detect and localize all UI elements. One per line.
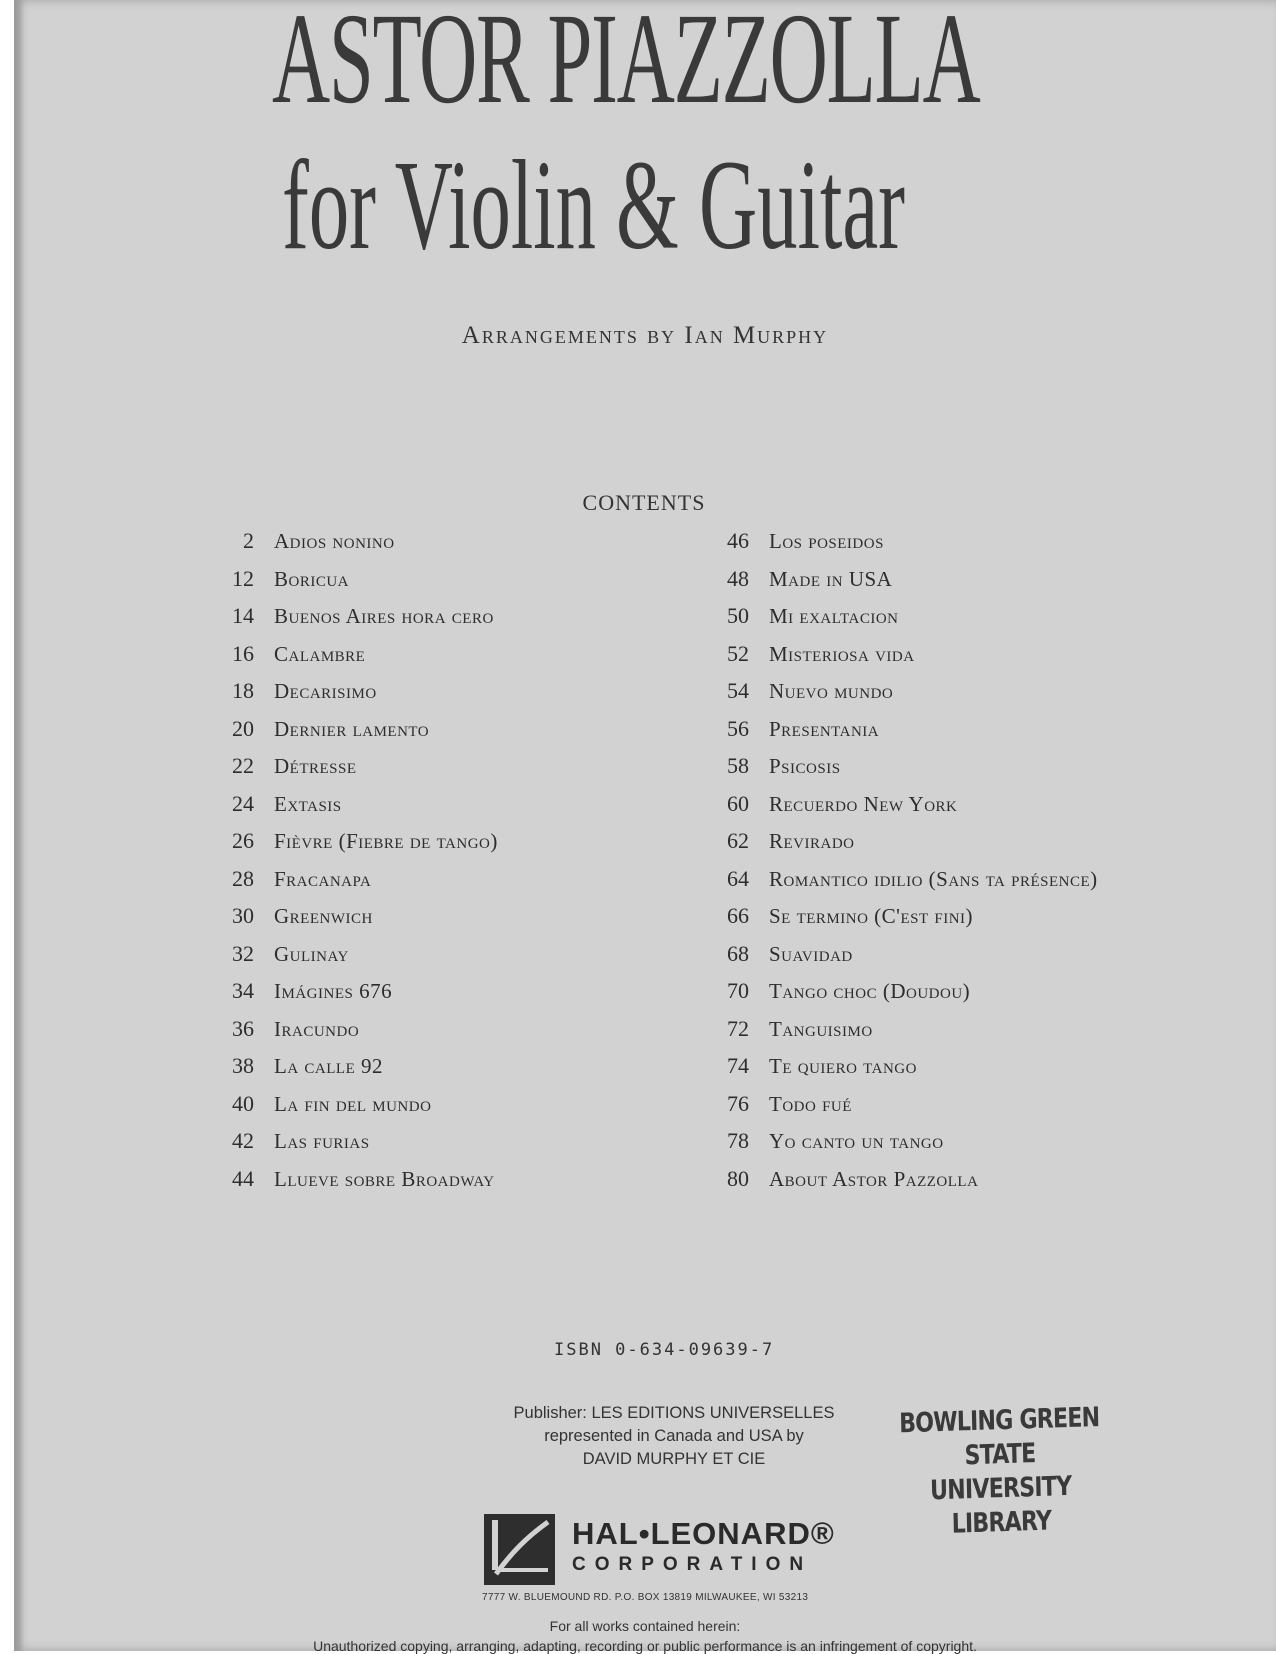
toc-title: Recuerdo New York xyxy=(769,791,958,816)
toc-entry xyxy=(204,941,498,979)
publisher-line: DAVID MURPHY ET CIE xyxy=(582,1450,766,1468)
toc-page-number: 70 xyxy=(727,978,749,1003)
toc-page-number: 50 xyxy=(727,603,749,628)
stamp-line: UNIVERSITY LIBRARY xyxy=(929,1470,1072,1540)
toc-page-number: 64 xyxy=(727,865,749,891)
toc-entry xyxy=(689,1091,1098,1129)
toc-page-number: 12 xyxy=(232,565,254,591)
toc-page-number: 16 xyxy=(232,640,254,666)
toc-entry xyxy=(689,566,1098,604)
toc-entry xyxy=(204,641,498,679)
toc-entry xyxy=(689,528,1098,566)
hal-leonard-mark-icon xyxy=(482,1512,557,1587)
toc-entry xyxy=(689,1166,1098,1204)
logo-address: 7777 W. BLUEMOUND RD. P.O. BOX 13819 MILWAUKEE, WI 53213 xyxy=(482,1592,809,1603)
toc-entry xyxy=(204,1166,498,1204)
toc-title: Détresse xyxy=(274,754,357,778)
toc-page-number: 44 xyxy=(232,1165,254,1191)
toc-title: Fièvre (Fiebre de tango) xyxy=(274,829,498,853)
toc-page-number: 20 xyxy=(232,715,254,741)
toc-entry xyxy=(204,866,498,904)
toc-title: Tango choc (Doudou) xyxy=(769,979,971,1003)
toc-title: Boricua xyxy=(274,566,350,591)
toc-page-number: 80 xyxy=(727,1165,749,1191)
toc-entry xyxy=(204,603,498,641)
toc-entry xyxy=(204,1016,498,1054)
toc-entry xyxy=(204,753,498,791)
toc-entry xyxy=(689,791,1098,829)
toc-page-number: 42 xyxy=(232,1128,254,1153)
toc-entry xyxy=(204,791,498,829)
toc-entry xyxy=(689,753,1098,791)
toc-page-number: 36 xyxy=(232,1015,254,1041)
toc-entry xyxy=(204,678,498,716)
stamp-line: BOWLING GREEN STATE xyxy=(898,1402,1100,1472)
toc-page-number: 60 xyxy=(727,790,749,816)
toc-title: Llueve sobre Broadway xyxy=(274,1166,495,1191)
toc-title: Mi exaltacion xyxy=(769,604,899,628)
toc-title: La calle 92 xyxy=(274,1054,383,1078)
title-instruments: for Violin & Guitar xyxy=(282,134,906,276)
toc-entry xyxy=(204,1128,498,1166)
logo-corporation: CORPORATION xyxy=(572,1554,813,1575)
contents-heading: CONTENTS xyxy=(582,490,706,515)
toc-title: Psicosis xyxy=(769,754,841,778)
hal-leonard-logo xyxy=(482,1512,882,1602)
toc-page-number: 38 xyxy=(232,1053,254,1078)
toc-title: Revirado xyxy=(769,829,855,853)
toc-entry xyxy=(204,716,498,754)
toc-page-number: 30 xyxy=(232,903,254,928)
toc-page-number: 32 xyxy=(232,940,254,966)
toc-page-number: 52 xyxy=(727,640,749,666)
toc-page-number: 68 xyxy=(727,940,749,966)
toc-page-number: 14 xyxy=(232,603,254,628)
toc-title: About Astor Pazzolla xyxy=(769,1166,979,1191)
toc-title: Calambre xyxy=(274,641,366,666)
toc-title: Todo fué xyxy=(769,1091,852,1116)
toc-title: Decarisimo xyxy=(274,679,377,703)
publisher-line: Publisher: LES EDITIONS UNIVERSELLES xyxy=(513,1404,835,1422)
toc-page-number: 28 xyxy=(232,865,254,891)
toc-page-number: 40 xyxy=(232,1090,254,1116)
isbn: ISBN 0-634-09639-7 xyxy=(554,1340,775,1360)
footer-copyright: Unauthorized copying, arranging, adapting, recording or public performance is an infringement of copyright. xyxy=(313,1638,977,1654)
toc-entry xyxy=(689,866,1098,904)
toc-entry xyxy=(204,566,498,604)
toc-entry xyxy=(689,1128,1098,1166)
toc-title: Presentania xyxy=(769,716,880,741)
toc-title: La fin del mundo xyxy=(274,1091,432,1116)
toc-title: Dernier lamento xyxy=(274,716,430,741)
toc-entry xyxy=(689,716,1098,754)
toc-page-number: 66 xyxy=(727,903,749,928)
toc-page-number: 2 xyxy=(243,528,254,553)
toc-page-number: 46 xyxy=(727,528,749,553)
toc-entry xyxy=(689,603,1098,641)
toc-title: Greenwich xyxy=(274,904,373,928)
toc-page-number: 56 xyxy=(727,715,749,741)
toc-title: Iracundo xyxy=(274,1016,360,1041)
footer-line: For all works contained herein: xyxy=(549,1618,741,1634)
toc-entry xyxy=(689,1053,1098,1091)
library-stamp xyxy=(880,1400,1121,1544)
toc-entry xyxy=(204,978,498,1016)
toc-page-number: 74 xyxy=(727,1053,749,1078)
toc-title: Se termino (C'est fini) xyxy=(769,904,974,928)
logo-name: HAL•LEONARD® xyxy=(572,1516,835,1551)
toc-title: Extasis xyxy=(274,791,342,816)
toc-entry xyxy=(204,1053,498,1091)
toc-page-number: 58 xyxy=(727,753,749,778)
toc-entry xyxy=(689,828,1098,866)
toc-title: Misteriosa vida xyxy=(769,641,915,666)
title-composer: ASTOR PIAZZOLLA xyxy=(272,0,980,131)
toc-page-number: 22 xyxy=(232,753,254,778)
toc-title: Las furias xyxy=(274,1129,370,1153)
toc-title: Nuevo mundo xyxy=(769,679,894,703)
toc-entry xyxy=(204,1091,498,1129)
subtitle-arranger: Arrangements by Ian Murphy xyxy=(461,322,829,349)
toc-entry xyxy=(689,678,1098,716)
publisher-info xyxy=(474,1402,874,1471)
toc-page-number: 26 xyxy=(232,828,254,853)
toc-title: Buenos Aires hora cero xyxy=(274,604,494,628)
toc-title: Imágines 676 xyxy=(274,979,393,1003)
toc-page-number: 24 xyxy=(232,790,254,816)
toc-entry xyxy=(689,641,1098,679)
toc-page-number: 72 xyxy=(727,1015,749,1041)
toc-entry xyxy=(689,941,1098,979)
toc-entry xyxy=(204,903,498,941)
toc-entry xyxy=(689,1016,1098,1054)
publisher-line: represented in Canada and USA by xyxy=(544,1427,804,1445)
toc-page-number: 62 xyxy=(727,828,749,853)
toc-page-number: 18 xyxy=(232,678,254,703)
toc-entry xyxy=(689,903,1098,941)
toc-entry xyxy=(204,528,498,566)
toc-title: Made in USA xyxy=(769,566,893,591)
toc-page-number: 48 xyxy=(727,565,749,591)
toc-page-number: 54 xyxy=(727,678,749,703)
toc-title: Los poseidos xyxy=(769,529,884,553)
toc-page-number: 34 xyxy=(232,978,254,1003)
toc-entry xyxy=(204,828,498,866)
toc-title: Fracanapa xyxy=(274,866,372,891)
toc-title: Yo canto un tango xyxy=(769,1129,944,1153)
toc-title: Suavidad xyxy=(769,941,853,966)
page xyxy=(14,0,1276,1654)
toc-title: Te quiero tango xyxy=(769,1054,917,1078)
toc-title: Gulinay xyxy=(274,941,349,966)
toc-title: Tanguisimo xyxy=(769,1016,873,1041)
toc-entry xyxy=(689,978,1098,1016)
toc-title: Romantico idilio (Sans ta présence) xyxy=(769,866,1098,891)
toc-page-number: 76 xyxy=(727,1090,749,1116)
toc-right-column xyxy=(689,528,1098,1203)
toc-title: Adios nonino xyxy=(274,529,395,553)
toc-page-number: 78 xyxy=(727,1128,749,1153)
toc-left-column xyxy=(204,528,498,1203)
